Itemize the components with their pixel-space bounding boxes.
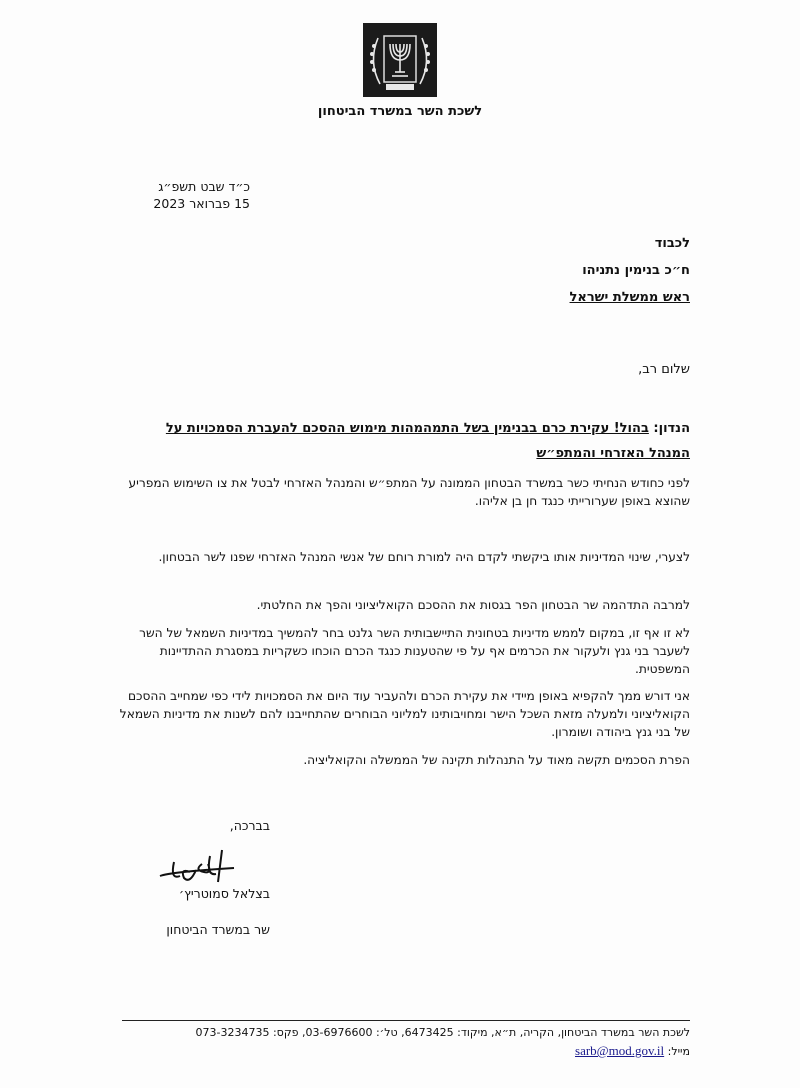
- body-paragraph-3: למרבה התדהמה שר הבטחון הפר בגסות את ההסכם הקואליציוני והפך את החלטתי.: [256, 598, 690, 612]
- greeting: שלום רב,: [638, 362, 690, 377]
- menorah-emblem-icon: [362, 22, 438, 98]
- subject-block: [140, 416, 690, 466]
- recipient-title: ראש ממשלת ישראל: [569, 290, 690, 305]
- subject-line-2: המנהל האזרחי והמתפ״ש: [536, 446, 690, 461]
- subject-line-1: בהול! עקירת כרם בבנימין בשל התמהמהות מימוש ההסכם להעברת הסמכויות על: [165, 421, 649, 436]
- body-paragraph-4: לא זו אף זו, במקום לממש מדיניות בטחונית התיישבותית השר גלנט בחר להמשיך במדיניות השמאל של השר לשעבר בני גנץ ולעקור את הכרמים אף על פי שהטענות כנגד הכרם הוכחו כשקריות במסגרת ההתדיינות המשפטית.: [139, 626, 690, 676]
- handwritten-signature: [150, 842, 240, 892]
- letterhead-office: לשכת השר במשרד הביטחון: [317, 104, 483, 119]
- date-block: [60, 178, 250, 212]
- date-hebrew: כ״ד שבט תשפ״ג: [158, 179, 250, 194]
- body-paragraph-1: לפני כחודש הנחיתי כשר במשרד הבטחון הממונה על המתפ״ש והמנהל האזרחי לבטל את צו השימוש המפריע שהוצא באופן שערורייתי כנגד חן בן אליהו.: [128, 476, 690, 508]
- signatory-title: שר במשרד הביטחון: [166, 922, 270, 937]
- date-gregorian: 15 פברואר 2023: [153, 196, 250, 211]
- footer-email-link[interactable]: sarb@mod.gov.il: [575, 1043, 665, 1058]
- signatory-name: בצלאל סמוטריץ׳: [178, 886, 270, 901]
- closing-regards: בברכה,: [229, 818, 270, 833]
- footer-address: לשכת השר במשרד הביטחון, הקריה, ת״א, מיקוד: 6473425, טל׳: 03-6976600, פקס: 073-3234735: [195, 1026, 690, 1039]
- recipient-name: ח״כ בנימין נתניהו: [582, 263, 690, 278]
- recipient-honorific: לכבוד: [654, 236, 690, 251]
- footer-email-label: מייל:: [667, 1045, 690, 1058]
- subject-label: הנדון:: [653, 421, 690, 436]
- body-paragraph-2: לצערי, שינוי המדיניות אותו ביקשתי לקדם היה למורת רוחם של אנשי המנהל האזרחי שפנו לשר הבטחון.: [158, 550, 690, 564]
- body-paragraph-5: אני דורש ממך להקפיא באופן מיידי את עקירת הכרם ולהעביר עוד היום את הסמכויות לידי כפי שמחייב ההסכם הקואליציוני ולמעלה מזאת השכל הישר ומחויבותינו למליוני הבוחרים שהתחייבנו להם לשנות את מדיניות השמאל של בני גנץ ביהודה ושומרון.: [119, 689, 690, 739]
- footer-divider: [122, 1020, 690, 1021]
- body-paragraph-6: הפרת הסכמים תקשה מאוד על התנהלות תקינה של הממשלה והקואליציה.: [303, 753, 690, 767]
- footer-email-row: [122, 1043, 690, 1059]
